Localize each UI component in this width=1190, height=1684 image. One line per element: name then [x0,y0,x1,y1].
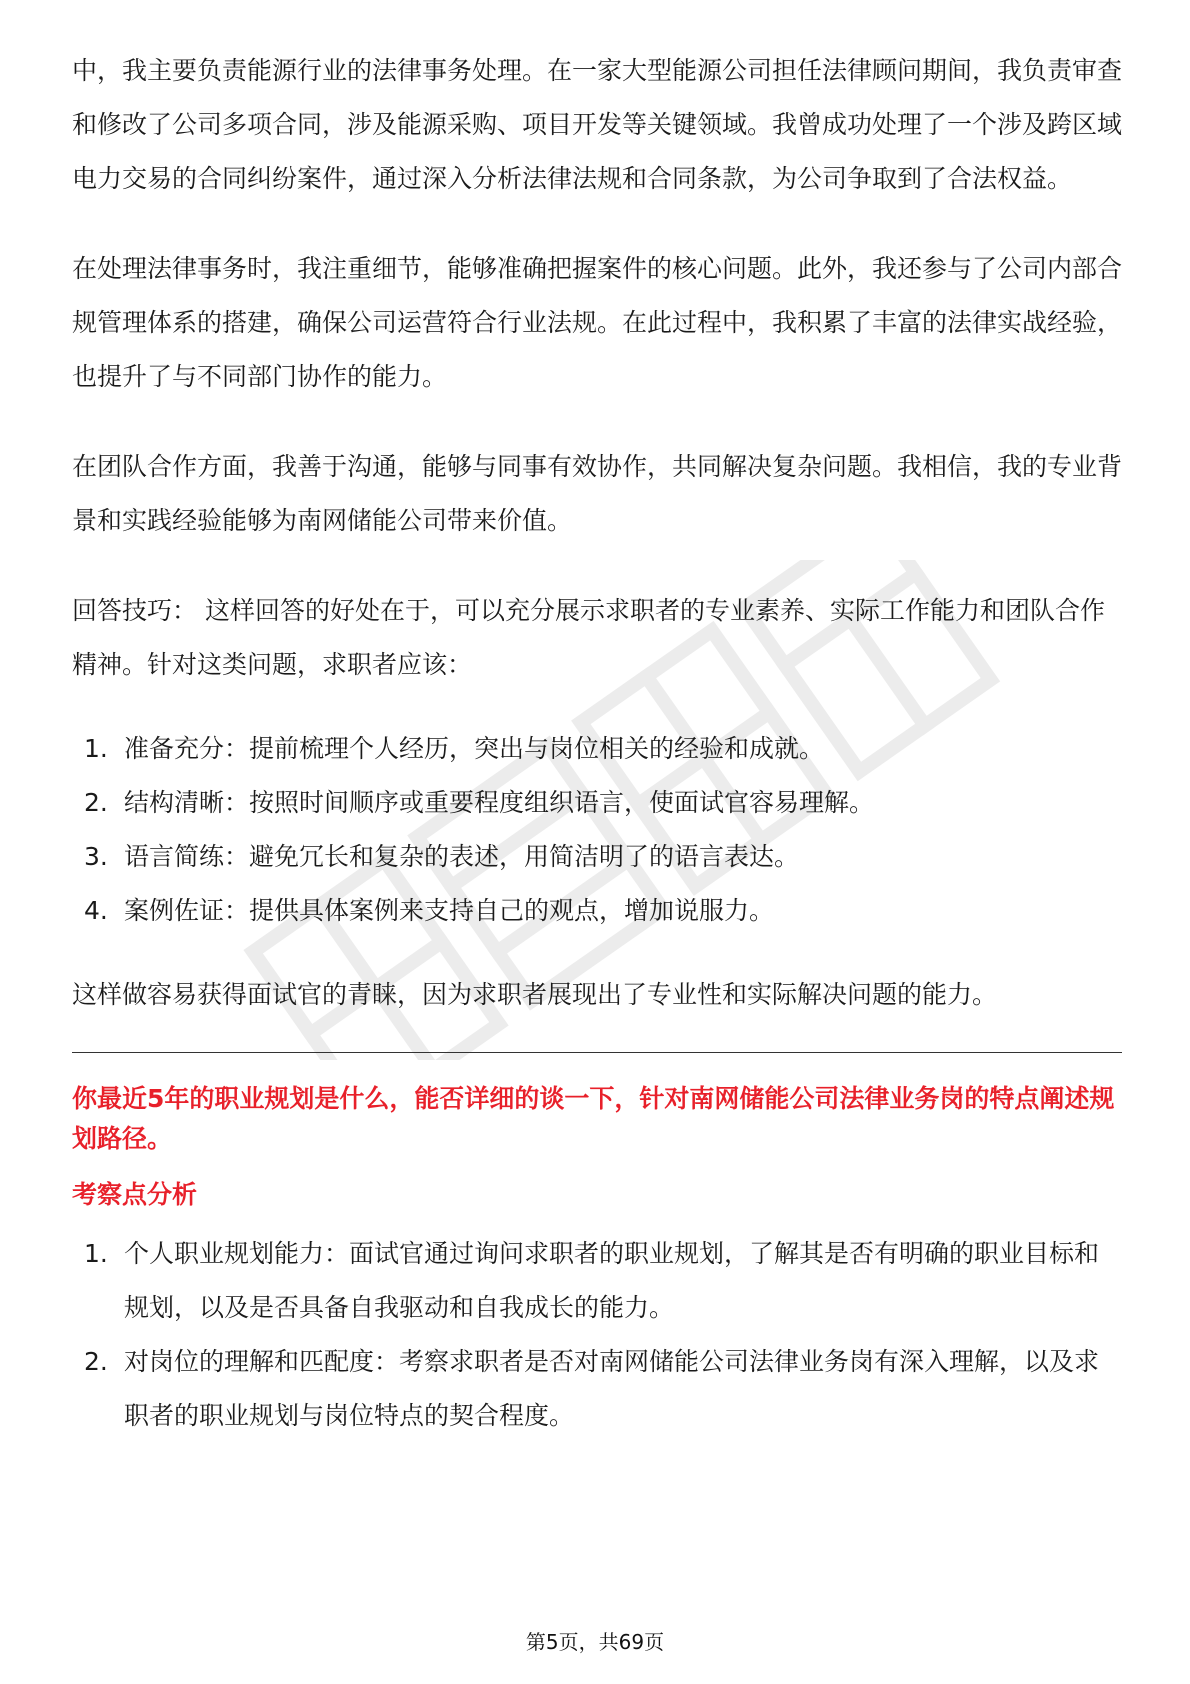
section-divider [72,1052,1122,1053]
list-text: 个人职业规划能力：面试官通过询问求职者的职业规划，了解其是否有明确的职业目标和规划，以及是否具备自我驱动和自我成长的能力。 [124,1239,1100,1322]
analysis-heading: 考察点分析 [72,1180,198,1209]
analysis-list [72,1227,1122,1443]
list-item [72,776,1122,830]
question-heading: 你最近5年的职业规划是什么，能否详细的谈一下，针对南网储能公司法律业务岗的特点阐述规划路径。 [72,1084,1115,1153]
tips-list [72,722,1122,938]
paragraph-experience: 中，我主要负责能源行业的法律事务处理。在一家大型能源公司担任法律顾问期间，我负责审查和修改了公司多项合同，涉及能源采购、项目开发等关键领域。我曾成功处理了一个涉及跨区域电力交易的合同纠纷案件，通过深入分析法律法规和合同条款，为公司争取到了合法权益。 [72,56,1123,193]
list-text: 对岗位的理解和匹配度：考察求职者是否对南网储能公司法律业务岗有深入理解，以及求职者的职业规划与岗位特点的契合程度。 [124,1347,1100,1430]
list-item [72,1335,1122,1443]
paragraph-answer-tips: 回答技巧： 这样回答的好处在于，可以充分展示求职者的专业素养、实际工作能力和团队合作精神。针对这类问题，求职者应该： [72,596,1105,679]
paragraph-closing: 这样做容易获得面试官的青睐，因为求职者展现出了专业性和实际解决问题的能力。 [72,980,998,1009]
list-item [72,1227,1122,1335]
list-item [72,722,1122,776]
list-number: 2. [84,788,108,817]
page-footer: 第5页，共69页 [525,1630,665,1654]
list-text: 案例佐证：提供具体案例来支持自己的观点，增加说服力。 [124,896,775,925]
list-number: 3. [84,842,108,871]
page-content [72,44,1122,1443]
list-number: 4. [84,896,108,925]
paragraph-teamwork: 在团队合作方面，我善于沟通，能够与同事有效协作，共同解决复杂问题。我相信，我的专业背景和实践经验能够为南网储能公司带来价值。 [72,452,1123,535]
paragraph-details: 在处理法律事务时，我注重细节，能够准确把握案件的核心问题。此外，我还参与了公司内部合规管理体系的搭建，确保公司运营符合行业法规。在此过程中，我积累了丰富的法律实战经验，也提升了与不同部门协作的能力。 [72,254,1123,391]
list-text: 准备充分：提前梳理个人经历，突出与岗位相关的经验和成就。 [124,734,825,763]
list-text: 语言简练：避免冗长和复杂的表述，用简洁明了的语言表达。 [124,842,800,871]
list-number: 2. [84,1347,108,1376]
list-text: 结构清晰：按照时间顺序或重要程度组织语言，使面试官容易理解。 [124,788,875,817]
list-item [72,884,1122,938]
list-number: 1. [84,734,108,763]
list-number: 1. [84,1239,108,1268]
list-item [72,830,1122,884]
